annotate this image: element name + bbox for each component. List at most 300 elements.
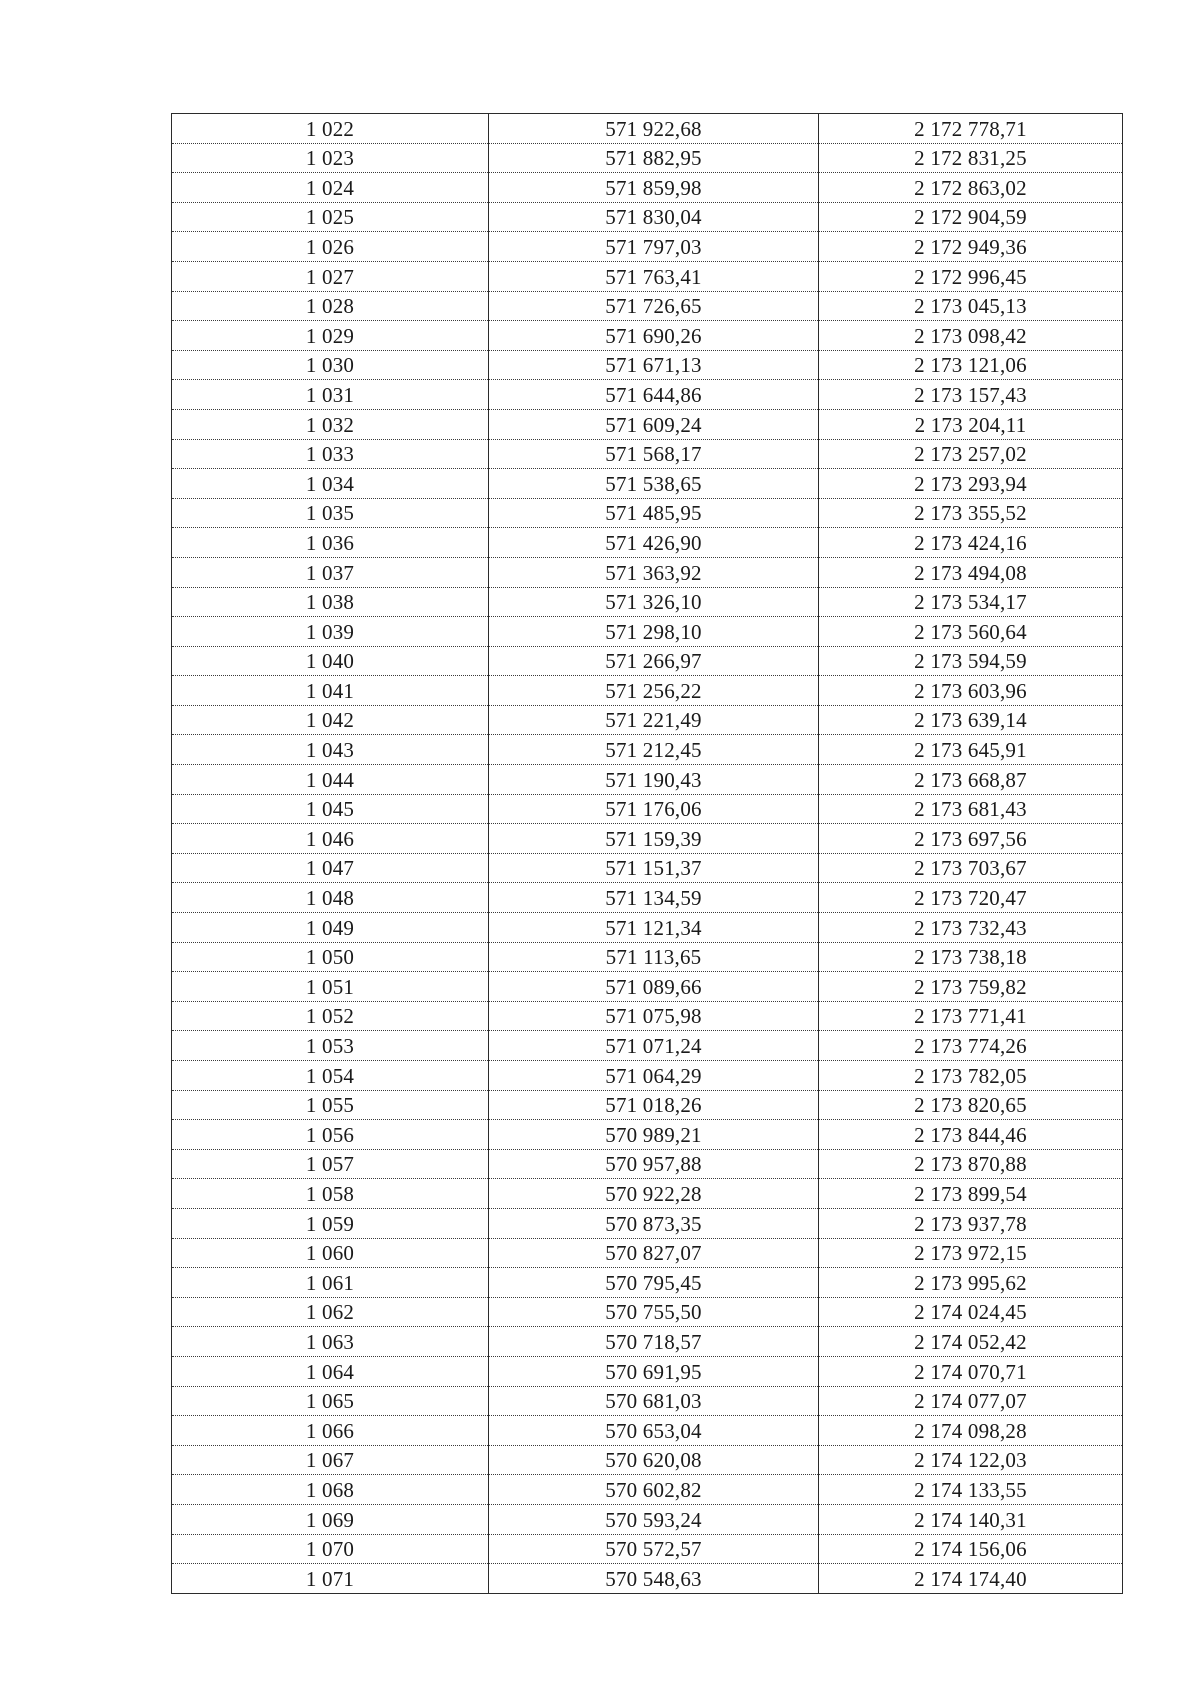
- point-number-cell: [172, 261, 489, 291]
- y-coordinate-cell: [819, 1445, 1123, 1475]
- cell-text: 2 173 899,54: [914, 1181, 1027, 1206]
- cell-text: 2 172 949,36: [914, 234, 1027, 259]
- cell-text: 571 089,66: [605, 974, 702, 999]
- table-row: [172, 143, 1123, 173]
- x-coordinate-cell: [489, 1327, 819, 1357]
- y-coordinate-cell: [819, 617, 1123, 647]
- y-coordinate-cell: [819, 1120, 1123, 1150]
- cell-text: 2 173 937,78: [914, 1211, 1027, 1236]
- table-row: [172, 114, 1123, 144]
- cell-text: 570 653,04: [605, 1418, 702, 1443]
- cell-text: 1 040: [305, 649, 355, 674]
- cell-text: 1 030: [305, 353, 355, 378]
- cell-text: 2 173 681,43: [914, 797, 1027, 822]
- cell-text: 2 173 494,08: [914, 560, 1027, 585]
- point-number-cell: [172, 1297, 489, 1327]
- cell-text: 1 064: [305, 1359, 355, 1384]
- y-coordinate-cell: [819, 202, 1123, 232]
- point-number-cell: [172, 972, 489, 1002]
- y-coordinate-cell: [819, 1268, 1123, 1298]
- cell-text: 571 159,39: [605, 826, 702, 851]
- y-coordinate-cell: [819, 1356, 1123, 1386]
- point-number-cell: [172, 1327, 489, 1357]
- x-coordinate-cell: [489, 202, 819, 232]
- cell-text: 1 056: [305, 1122, 355, 1147]
- cell-text: 1 046: [305, 826, 355, 851]
- x-coordinate-cell: [489, 173, 819, 203]
- x-coordinate-cell: [489, 469, 819, 499]
- point-number-cell: [172, 114, 489, 144]
- x-coordinate-cell: [489, 143, 819, 173]
- y-coordinate-cell: [819, 528, 1123, 558]
- cell-text: 570 602,82: [605, 1477, 702, 1502]
- x-coordinate-cell: [489, 232, 819, 262]
- cell-text: 2 174 077,07: [914, 1389, 1027, 1414]
- cell-text: 570 681,03: [605, 1389, 702, 1414]
- cell-text: 2 173 534,17: [914, 590, 1027, 615]
- table-row: [172, 1356, 1123, 1386]
- table-row: [172, 528, 1123, 558]
- cell-text: 2 173 820,65: [914, 1093, 1027, 1118]
- cell-text: 570 620,08: [605, 1448, 702, 1473]
- x-coordinate-cell: [489, 1268, 819, 1298]
- point-number-cell: [172, 587, 489, 617]
- y-coordinate-cell: [819, 439, 1123, 469]
- x-coordinate-cell: [489, 646, 819, 676]
- cell-text: 571 830,04: [605, 205, 702, 230]
- table-row: [172, 261, 1123, 291]
- x-coordinate-cell: [489, 321, 819, 351]
- y-coordinate-cell: [819, 114, 1123, 144]
- y-coordinate-cell: [819, 735, 1123, 765]
- cell-text: 2 173 697,56: [914, 826, 1027, 851]
- cell-text: 571 690,26: [605, 323, 702, 348]
- point-number-cell: [172, 1534, 489, 1564]
- point-number-cell: [172, 409, 489, 439]
- table-row: [172, 232, 1123, 262]
- y-coordinate-cell: [819, 409, 1123, 439]
- x-coordinate-cell: [489, 1534, 819, 1564]
- x-coordinate-cell: [489, 380, 819, 410]
- table-row: [172, 765, 1123, 795]
- cell-text: 1 024: [305, 175, 355, 200]
- table-row: [172, 883, 1123, 913]
- cell-text: 1 061: [305, 1270, 355, 1295]
- table-row: [172, 469, 1123, 499]
- cell-text: 1 031: [305, 382, 355, 407]
- cell-text: 570 989,21: [605, 1122, 702, 1147]
- cell-text: 2 173 774,26: [914, 1034, 1027, 1058]
- table-row: [172, 824, 1123, 854]
- cell-text: 571 882,95: [605, 146, 702, 171]
- x-coordinate-cell: [489, 1090, 819, 1120]
- point-number-cell: [172, 1149, 489, 1179]
- cell-text: 2 172 863,02: [914, 175, 1027, 200]
- cell-text: 571 190,43: [605, 767, 702, 792]
- x-coordinate-cell: [489, 1001, 819, 1031]
- cell-text: 2 174 098,28: [914, 1418, 1027, 1443]
- y-coordinate-cell: [819, 705, 1123, 735]
- point-number-cell: [172, 1208, 489, 1238]
- cell-text: 571 064,29: [605, 1063, 702, 1088]
- table-row: [172, 291, 1123, 321]
- cell-text: 1 052: [305, 1004, 355, 1029]
- table-row: [172, 1327, 1123, 1357]
- x-coordinate-cell: [489, 1149, 819, 1179]
- cell-text: 571 018,26: [605, 1093, 702, 1118]
- x-coordinate-cell: [489, 528, 819, 558]
- cell-text: 571 363,92: [605, 560, 702, 585]
- table-row: [172, 1504, 1123, 1534]
- x-coordinate-cell: [489, 1504, 819, 1534]
- cell-text: 571 113,65: [605, 945, 702, 970]
- point-number-cell: [172, 1268, 489, 1298]
- cell-text: 1 034: [305, 471, 355, 496]
- cell-text: 2 173 603,96: [914, 678, 1027, 703]
- x-coordinate-cell: [489, 1238, 819, 1268]
- point-number-cell: [172, 1416, 489, 1446]
- y-coordinate-cell: [819, 380, 1123, 410]
- point-number-cell: [172, 380, 489, 410]
- cell-text: 571 671,13: [605, 353, 702, 378]
- cell-text: 1 039: [305, 619, 355, 644]
- table-row: [172, 676, 1123, 706]
- y-coordinate-cell: [819, 232, 1123, 262]
- cell-text: 2 173 738,18: [914, 945, 1027, 970]
- cell-text: 2 173 257,02: [914, 442, 1027, 467]
- x-coordinate-cell: [489, 1475, 819, 1505]
- point-number-cell: [172, 1564, 489, 1594]
- cell-text: 1 042: [305, 708, 355, 733]
- cell-text: 571 151,37: [605, 856, 702, 881]
- x-coordinate-cell: [489, 1120, 819, 1150]
- point-number-cell: [172, 1386, 489, 1416]
- x-coordinate-cell: [489, 1297, 819, 1327]
- y-coordinate-cell: [819, 972, 1123, 1002]
- y-coordinate-cell: [819, 143, 1123, 173]
- y-coordinate-cell: [819, 587, 1123, 617]
- cell-text: 1 036: [305, 530, 355, 555]
- point-number-cell: [172, 942, 489, 972]
- cell-text: 2 173 972,15: [914, 1241, 1027, 1266]
- cell-text: 2 173 645,91: [914, 738, 1027, 763]
- y-coordinate-cell: [819, 173, 1123, 203]
- table-row: [172, 173, 1123, 203]
- table-row: [172, 409, 1123, 439]
- x-coordinate-cell: [489, 913, 819, 943]
- y-coordinate-cell: [819, 1179, 1123, 1209]
- x-coordinate-cell: [489, 1179, 819, 1209]
- x-coordinate-cell: [489, 291, 819, 321]
- table-row: [172, 1120, 1123, 1150]
- cell-text: 1 037: [305, 560, 355, 585]
- cell-text: 570 957,88: [605, 1152, 702, 1177]
- table-row: [172, 1297, 1123, 1327]
- point-number-cell: [172, 1356, 489, 1386]
- cell-text: 2 173 844,46: [914, 1122, 1027, 1147]
- cell-text: 2 172 831,25: [914, 146, 1027, 171]
- point-number-cell: [172, 350, 489, 380]
- y-coordinate-cell: [819, 1564, 1123, 1594]
- table-row: [172, 646, 1123, 676]
- cell-text: 1 060: [305, 1241, 355, 1266]
- y-coordinate-cell: [819, 1001, 1123, 1031]
- table-row: [172, 587, 1123, 617]
- point-number-cell: [172, 202, 489, 232]
- cell-text: 1 047: [305, 856, 355, 881]
- cell-text: 2 173 668,87: [914, 767, 1027, 792]
- point-number-cell: [172, 232, 489, 262]
- cell-text: 1 043: [305, 738, 355, 763]
- table-row: [172, 1238, 1123, 1268]
- cell-text: 571 922,68: [605, 116, 702, 141]
- cell-text: 1 048: [305, 886, 355, 911]
- table-row: [172, 1179, 1123, 1209]
- x-coordinate-cell: [489, 114, 819, 144]
- table-row: [172, 1149, 1123, 1179]
- cell-text: 571 609,24: [605, 412, 702, 437]
- cell-text: 571 644,86: [605, 382, 702, 407]
- point-number-cell: [172, 705, 489, 735]
- point-number-cell: [172, 528, 489, 558]
- x-coordinate-cell: [489, 794, 819, 824]
- x-coordinate-cell: [489, 676, 819, 706]
- y-coordinate-cell: [819, 498, 1123, 528]
- cell-text: 1 023: [305, 146, 355, 171]
- y-coordinate-cell: [819, 765, 1123, 795]
- cell-text: 570 548,63: [605, 1566, 702, 1591]
- cell-text: 2 174 052,42: [914, 1329, 1027, 1354]
- cell-text: 2 173 293,94: [914, 471, 1027, 496]
- cell-text: 1 032: [305, 412, 355, 437]
- cell-text: 2 173 355,52: [914, 501, 1027, 526]
- table-row: [172, 1386, 1123, 1416]
- x-coordinate-cell: [489, 1208, 819, 1238]
- point-number-cell: [172, 498, 489, 528]
- table-row: [172, 439, 1123, 469]
- x-coordinate-cell: [489, 972, 819, 1002]
- cell-text: 571 176,06: [605, 797, 702, 822]
- y-coordinate-cell: [819, 646, 1123, 676]
- x-coordinate-cell: [489, 350, 819, 380]
- cell-text: 1 050: [305, 945, 355, 970]
- point-number-cell: [172, 883, 489, 913]
- table-row: [172, 380, 1123, 410]
- y-coordinate-cell: [819, 1504, 1123, 1534]
- cell-text: 1 033: [305, 442, 355, 467]
- cell-text: 2 173 157,43: [914, 382, 1027, 407]
- cell-text: 571 326,10: [605, 590, 702, 615]
- table-row: [172, 942, 1123, 972]
- cell-text: 1 053: [305, 1034, 355, 1058]
- y-coordinate-cell: [819, 1149, 1123, 1179]
- x-coordinate-cell: [489, 1031, 819, 1061]
- y-coordinate-cell: [819, 824, 1123, 854]
- cell-text: 571 797,03: [605, 234, 702, 259]
- table-row: [172, 913, 1123, 943]
- cell-text: 1 057: [305, 1152, 355, 1177]
- cell-text: 2 173 639,14: [914, 708, 1027, 733]
- cell-text: 2 172 904,59: [914, 205, 1027, 230]
- cell-text: 1 049: [305, 915, 355, 940]
- point-number-cell: [172, 1475, 489, 1505]
- y-coordinate-cell: [819, 1208, 1123, 1238]
- cell-text: 1 067: [305, 1448, 355, 1473]
- x-coordinate-cell: [489, 617, 819, 647]
- cell-text: 571 538,65: [605, 471, 702, 496]
- cell-text: 2 173 703,67: [914, 856, 1027, 881]
- point-number-cell: [172, 617, 489, 647]
- table-row: [172, 1061, 1123, 1091]
- x-coordinate-cell: [489, 1416, 819, 1446]
- y-coordinate-cell: [819, 469, 1123, 499]
- cell-text: 2 173 594,59: [914, 649, 1027, 674]
- cell-text: 2 173 870,88: [914, 1152, 1027, 1177]
- cell-text: 1 026: [305, 234, 355, 259]
- cell-text: 2 173 782,05: [914, 1063, 1027, 1088]
- table-row: [172, 1031, 1123, 1061]
- cell-text: 571 266,97: [605, 649, 702, 674]
- cell-text: 1 068: [305, 1477, 355, 1502]
- cell-text: 571 134,59: [605, 886, 702, 911]
- point-number-cell: [172, 735, 489, 765]
- x-coordinate-cell: [489, 498, 819, 528]
- y-coordinate-cell: [819, 1475, 1123, 1505]
- point-number-cell: [172, 794, 489, 824]
- cell-text: 1 065: [305, 1389, 355, 1414]
- y-coordinate-cell: [819, 853, 1123, 883]
- x-coordinate-cell: [489, 942, 819, 972]
- coordinates-table-body: [172, 114, 1123, 1594]
- point-number-cell: [172, 1120, 489, 1150]
- x-coordinate-cell: [489, 1386, 819, 1416]
- x-coordinate-cell: [489, 735, 819, 765]
- y-coordinate-cell: [819, 1534, 1123, 1564]
- y-coordinate-cell: [819, 291, 1123, 321]
- table-row: [172, 853, 1123, 883]
- x-coordinate-cell: [489, 557, 819, 587]
- coordinates-table: [171, 113, 1123, 1594]
- x-coordinate-cell: [489, 1445, 819, 1475]
- cell-text: 571 212,45: [605, 738, 702, 763]
- point-number-cell: [172, 173, 489, 203]
- cell-text: 1 063: [305, 1329, 355, 1354]
- cell-text: 2 173 759,82: [914, 974, 1027, 999]
- y-coordinate-cell: [819, 794, 1123, 824]
- y-coordinate-cell: [819, 1090, 1123, 1120]
- cell-text: 1 038: [305, 590, 355, 615]
- x-coordinate-cell: [489, 261, 819, 291]
- y-coordinate-cell: [819, 942, 1123, 972]
- y-coordinate-cell: [819, 883, 1123, 913]
- cell-text: 2 172 996,45: [914, 264, 1027, 289]
- point-number-cell: [172, 1445, 489, 1475]
- y-coordinate-cell: [819, 261, 1123, 291]
- point-number-cell: [172, 853, 489, 883]
- table-row: [172, 1090, 1123, 1120]
- cell-text: 2 174 133,55: [914, 1477, 1027, 1502]
- cell-text: 571 075,98: [605, 1004, 702, 1029]
- point-number-cell: [172, 913, 489, 943]
- x-coordinate-cell: [489, 824, 819, 854]
- cell-text: 2 174 156,06: [914, 1537, 1027, 1562]
- y-coordinate-cell: [819, 1416, 1123, 1446]
- cell-text: 2 174 174,40: [914, 1566, 1027, 1591]
- cell-text: 570 795,45: [605, 1270, 702, 1295]
- point-number-cell: [172, 557, 489, 587]
- cell-text: 570 718,57: [605, 1329, 702, 1354]
- cell-text: 570 827,07: [605, 1241, 702, 1266]
- x-coordinate-cell: [489, 587, 819, 617]
- point-number-cell: [172, 1001, 489, 1031]
- cell-text: 1 022: [305, 116, 355, 141]
- y-coordinate-cell: [819, 1327, 1123, 1357]
- x-coordinate-cell: [489, 1356, 819, 1386]
- table-row: [172, 1208, 1123, 1238]
- cell-text: 2 173 560,64: [914, 619, 1027, 644]
- cell-text: 1 045: [305, 797, 355, 822]
- cell-text: 1 059: [305, 1211, 355, 1236]
- cell-text: 2 173 720,47: [914, 886, 1027, 911]
- table-row: [172, 705, 1123, 735]
- cell-text: 571 568,17: [605, 442, 702, 467]
- cell-text: 571 763,41: [605, 264, 702, 289]
- cell-text: 2 173 732,43: [914, 915, 1027, 940]
- point-number-cell: [172, 439, 489, 469]
- table-row: [172, 321, 1123, 351]
- point-number-cell: [172, 676, 489, 706]
- cell-text: 1 025: [305, 205, 355, 230]
- cell-text: 1 035: [305, 501, 355, 526]
- x-coordinate-cell: [489, 853, 819, 883]
- cell-text: 571 859,98: [605, 175, 702, 200]
- cell-text: 571 256,22: [605, 678, 702, 703]
- y-coordinate-cell: [819, 676, 1123, 706]
- table-row: [172, 350, 1123, 380]
- point-number-cell: [172, 1031, 489, 1061]
- point-number-cell: [172, 824, 489, 854]
- cell-text: 571 485,95: [605, 501, 702, 526]
- table-row: [172, 1475, 1123, 1505]
- point-number-cell: [172, 469, 489, 499]
- point-number-cell: [172, 1504, 489, 1534]
- point-number-cell: [172, 1238, 489, 1268]
- cell-text: 571 426,90: [605, 530, 702, 555]
- cell-text: 1 055: [305, 1093, 355, 1118]
- cell-text: 1 070: [305, 1537, 355, 1562]
- cell-text: 2 174 140,31: [914, 1507, 1027, 1532]
- cell-text: 2 173 121,06: [914, 353, 1027, 378]
- table-row: [172, 972, 1123, 1002]
- y-coordinate-cell: [819, 913, 1123, 943]
- y-coordinate-cell: [819, 1297, 1123, 1327]
- cell-text: 571 298,10: [605, 619, 702, 644]
- table-row: [172, 202, 1123, 232]
- y-coordinate-cell: [819, 321, 1123, 351]
- cell-text: 2 173 045,13: [914, 294, 1027, 319]
- table-row: [172, 1564, 1123, 1594]
- table-row: [172, 735, 1123, 765]
- cell-text: 2 173 424,16: [914, 530, 1027, 555]
- cell-text: 570 593,24: [605, 1507, 702, 1532]
- point-number-cell: [172, 1179, 489, 1209]
- cell-text: 2 173 771,41: [914, 1004, 1027, 1029]
- table-row: [172, 1416, 1123, 1446]
- cell-text: 1 066: [305, 1418, 355, 1443]
- point-number-cell: [172, 321, 489, 351]
- cell-text: 570 572,57: [605, 1537, 702, 1562]
- cell-text: 1 044: [305, 767, 355, 792]
